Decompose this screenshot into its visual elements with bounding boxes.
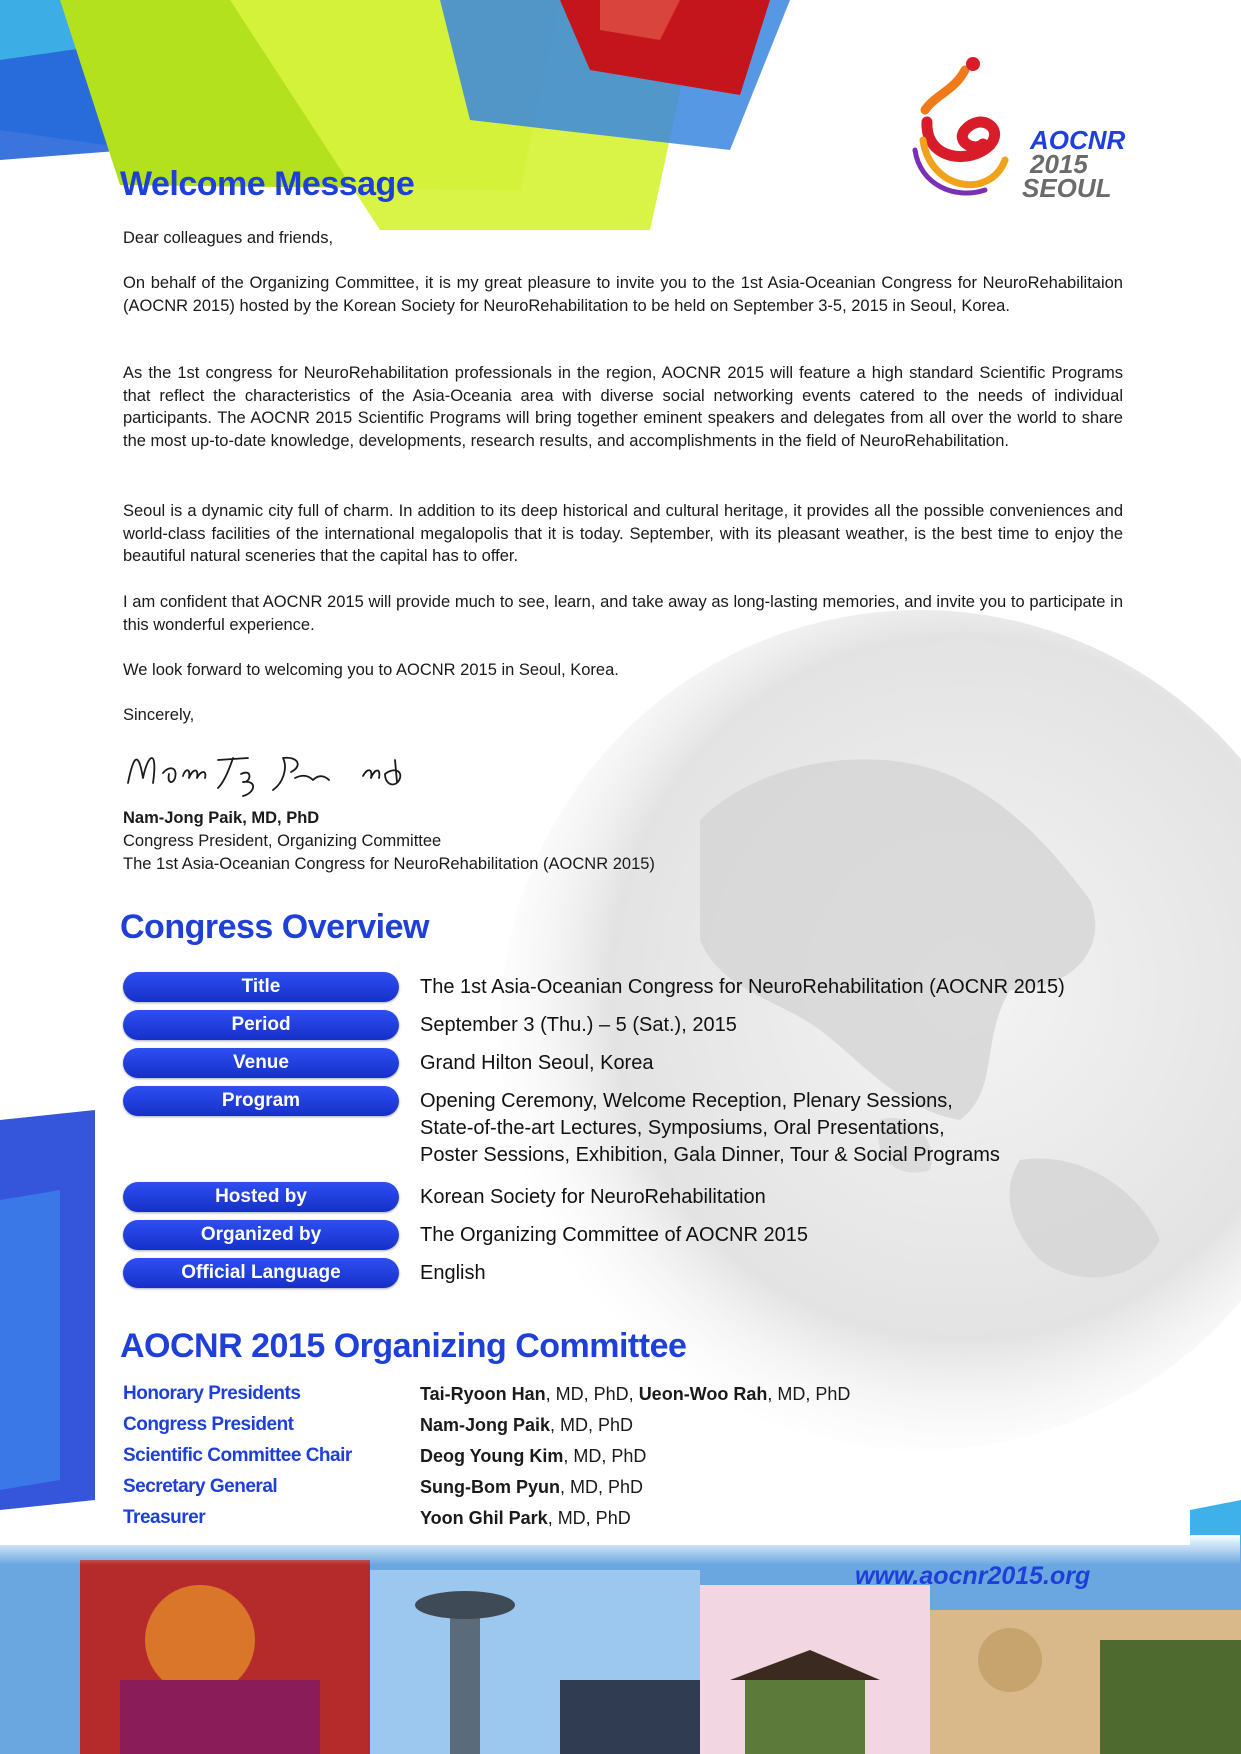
committee-row-treasurer [123,1507,1123,1537]
overview-label-program: Program [123,1086,399,1116]
committee-role: Congress President [123,1414,294,1435]
overview-row-hosted-by [123,1182,1123,1212]
left-blue-strip [0,1110,95,1510]
welcome-paragraph-4: I am confident that AOCNR 2015 will provide much to see, learn, and take away as long-lasting memories, and invite you to participate in this wonderful experience. [123,593,1123,634]
overview-value-program [420,1088,1000,1169]
overview-row-venue [123,1048,1123,1078]
committee-role: Secretary General [123,1476,278,1497]
welcome-greeting: Dear colleagues and friends, [123,229,334,247]
logo-text-city: SEOUL [1022,173,1112,203]
committee-degree: , MD, PhD [563,1446,647,1466]
committee-role: Scientific Committee Chair [123,1445,352,1466]
website-link[interactable]: www.aocnr2015.org [855,1562,1091,1590]
overview-value-organized-by: The Organizing Committee of AOCNR 2015 [420,1224,808,1246]
welcome-paragraph-5: We look forward to welcoming you to AOCNR 2015 in Seoul, Korea. [123,661,619,679]
committee-names [420,1415,633,1436]
signature-name: Nam-Jong Paik, MD, PhD [123,809,320,827]
overview-label-title: Title [123,972,399,1002]
overview-row-program [123,1086,1123,1176]
committee-person: Ueon-Woo Rah [638,1384,768,1404]
overview-label-organized-by: Organized by [123,1220,399,1250]
overview-label-venue: Venue [123,1048,399,1078]
overview-row-organized-by [123,1220,1123,1250]
committee-row-honorary [123,1383,1123,1413]
committee-degree: , MD, PhD, [545,1384,639,1404]
welcome-title: Welcome Message [120,165,415,203]
welcome-paragraph-3: Seoul is a dynamic city full of charm. In addition to its deep historical and cultural heritage, it provides all the possible conveniences and world-class facilities of the international megalopolis that it is today. September, with its pleasant weather, is the best time to enjoy the beautiful natural sceneries that the capital has to offer. [123,502,1123,565]
committee-names [420,1384,850,1405]
committee-names [420,1446,646,1467]
committee-names [420,1508,631,1529]
overview-value-hosted-by: Korean Society for NeuroRehabilitation [420,1186,766,1208]
program-line-2: State-of-the-art Lectures, Symposiums, Oral Presentations, [420,1117,945,1139]
overview-label-language: Official Language [123,1258,399,1288]
program-line-1: Opening Ceremony, Welcome Reception, Plenary Sessions, [420,1090,953,1112]
welcome-closing: Sincerely, [123,706,195,724]
signature-role: Congress President, Organizing Committee [123,832,442,850]
overview-value-title: The 1st Asia-Oceanian Congress for NeuroRehabilitation (AOCNR 2015) [420,976,1065,998]
committee-row-scientific-chair [123,1445,1123,1475]
committee-title: AOCNR 2015 Organizing Committee [120,1327,687,1365]
handwritten-signature [123,738,413,798]
program-line-3: Poster Sessions, Exhibition, Gala Dinner, Tour & Social Programs [420,1144,1000,1166]
aocnr-logo [895,50,1135,210]
logo-text-aocnr: AOCNR [1030,125,1126,155]
committee-person: Yoon Ghil Park [420,1508,548,1528]
committee-person: Deog Young Kim [420,1446,564,1466]
committee-degree: , MD, PhD [550,1415,634,1435]
committee-degree: , MD, PhD [547,1508,631,1528]
welcome-paragraph-2: As the 1st congress for NeuroRehabilitation professionals in the region, AOCNR 2015 will feature a high standard Scientific Programs that reflect the characteristics of the Asia-Oceania area with diverse social networking events catered to the needs of individual participants. The AOCNR 2015 Scientific Programs will bring together eminent speakers and delegates from all over the world to share the most up-to-date knowledge, developments, research results, and accomplishments in the field of NeuroRehabilitation. [123,364,1123,450]
overview-row-title [123,972,1123,1002]
overview-value-period: September 3 (Thu.) – 5 (Sat.), 2015 [420,1014,737,1036]
signature-organization: The 1st Asia-Oceanian Congress for NeuroRehabilitation (AOCNR 2015) [123,855,655,873]
committee-row-secretary-general [123,1476,1123,1506]
committee-person: Tai-Ryoon Han [420,1384,546,1404]
overview-title: Congress Overview [120,908,429,946]
signature-block [123,807,1123,876]
overview-row-period [123,1010,1123,1040]
welcome-paragraph-1: On behalf of the Organizing Committee, it is my great pleasure to invite you to the 1st Asia-Oceanian Congress for NeuroRehabilitaion (AOCNR 2015) hosted by the Korean Society for NeuroRehabilitation to be held on September 3-5, 2015 in Seoul, Korea. [123,274,1123,315]
overview-label-hosted-by: Hosted by [123,1182,399,1212]
overview-value-venue: Grand Hilton Seoul, Korea [420,1052,654,1074]
logo-text-year: 2015 [1030,149,1088,179]
committee-degree: , MD, PhD [560,1477,644,1497]
committee-degree: , MD, PhD [767,1384,851,1404]
logo-emblem-icon [895,50,1015,210]
committee-names [420,1477,643,1498]
committee-role: Honorary Presidents [123,1383,301,1404]
committee-role: Treasurer [123,1507,206,1528]
overview-label-period: Period [123,1010,399,1040]
committee-row-congress-president [123,1414,1123,1444]
overview-value-language: English [420,1262,486,1284]
overview-row-language [123,1258,1123,1288]
committee-person: Nam-Jong Paik [420,1415,551,1435]
committee-person: Sung-Bom Pyun [420,1477,560,1497]
